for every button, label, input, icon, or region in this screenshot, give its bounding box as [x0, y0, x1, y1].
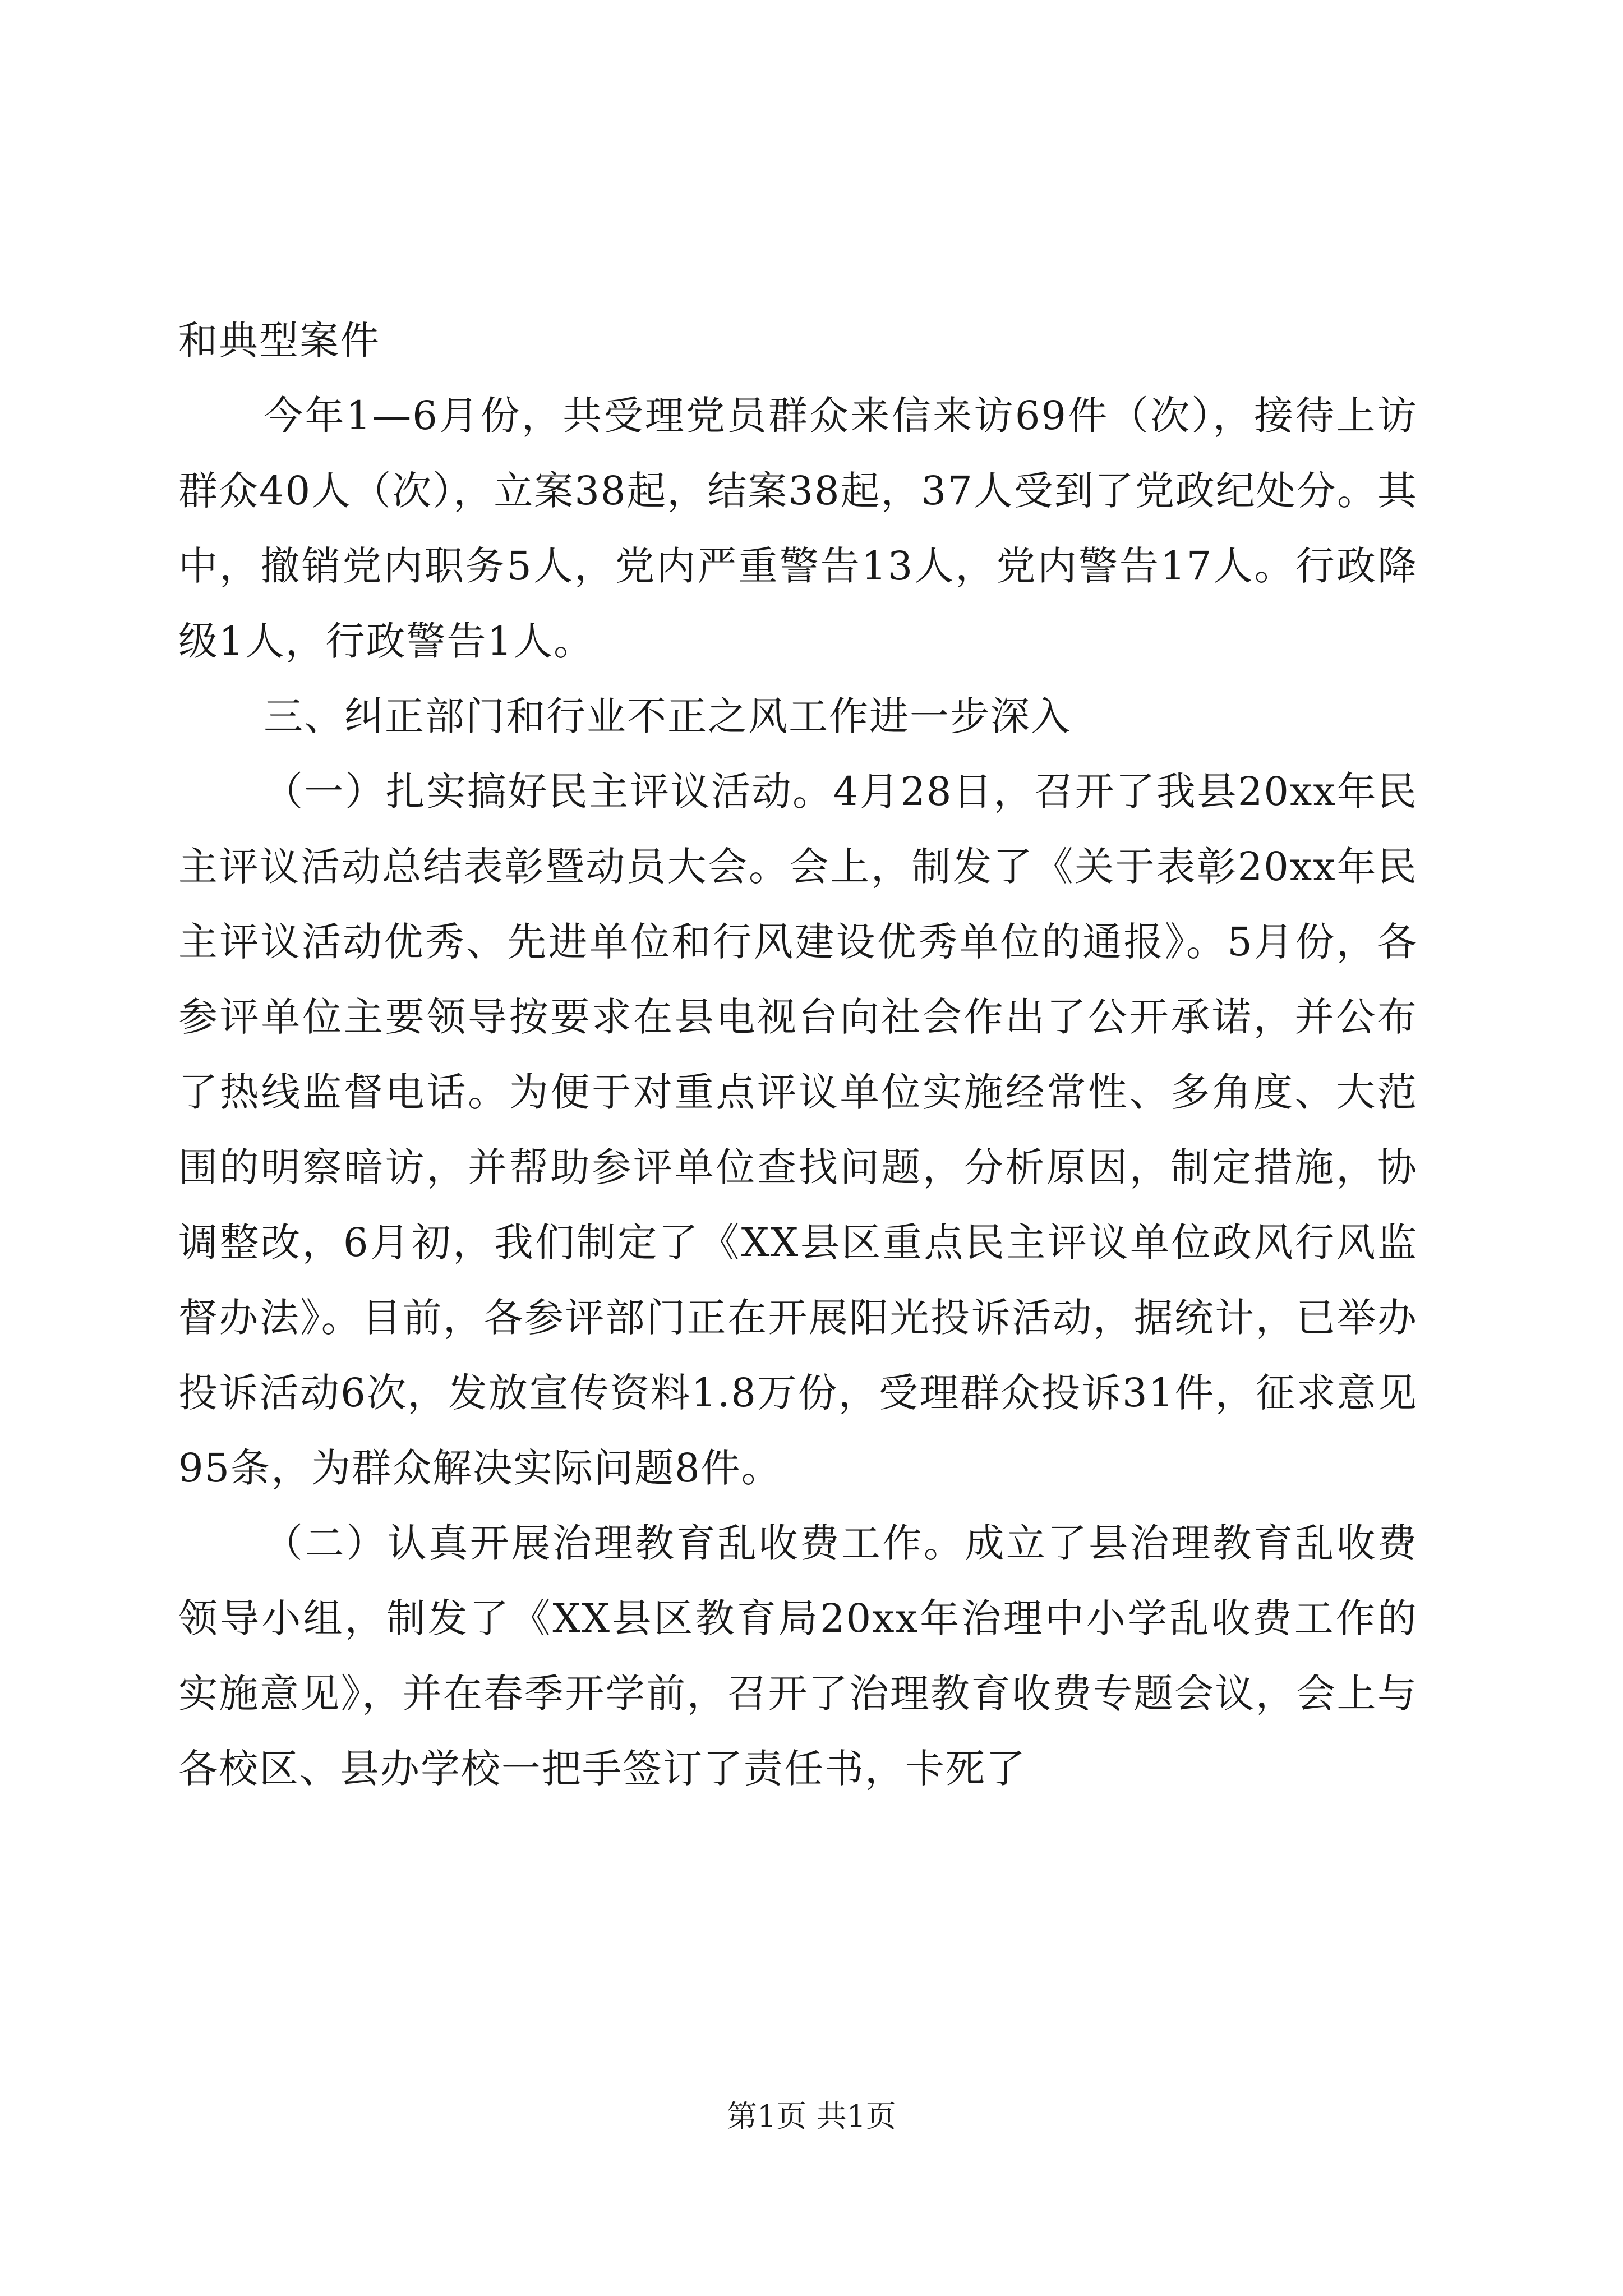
- document-body: [178, 303, 1418, 1806]
- section-heading-three: 三、纠正部门和行业不正之风工作进一步深入: [264, 693, 1071, 739]
- paragraph-democratic-review: （一）扎实搞好民主评议活动。4月28日，召开了我县20xx年民主评议活动总结表彰暨动员大会。会上，制发了《关于表彰20xx年民主评议活动优秀、先进单位和行风建设优秀单位的通报》。5月份，各参评单位主要领导按要求在县电视台向社会作出了公开承诺，并公布了热线监督电话。为便于对重点评议单位实施经常性、多角度、大范围的明察暗访，并帮助参评单位查找问题，分析原因，制定措施，协调整改，6月初，我们制定了《XX县区重点民主评议单位政风行风监督办法》。目前，各参评部门正在开展阳光投诉活动，据统计，已举办投诉活动6次，发放宣传资料1.8万份，受理群众投诉31件，征求意见95条，为群众解决实际问题8件。: [178, 769, 1418, 1491]
- paragraph-statistics: 今年1—6月份，共受理党员群众来信来访69件（次），接待上访群众40人（次），立案38起，结案38起，37人受到了党政纪处分。其中，撤销党内职务5人，党内严重警告13人，党内警告17人。行政降级1人，行政警告1人。: [178, 393, 1418, 664]
- paragraph-continuation: 和典型案件: [178, 318, 380, 364]
- paragraph-education-fees: （二）认真开展治理教育乱收费工作。成立了县治理教育乱收费领导小组，制发了《XX县区教育局20xx年治理中小学乱收费工作的实施意见》，并在春季开学前，召开了治理教育收费专题会议，会上与各校区、县办学校一把手签订了责任书，卡死了: [178, 1520, 1418, 1792]
- page-footer: 第1页 共1页: [727, 2099, 896, 2134]
